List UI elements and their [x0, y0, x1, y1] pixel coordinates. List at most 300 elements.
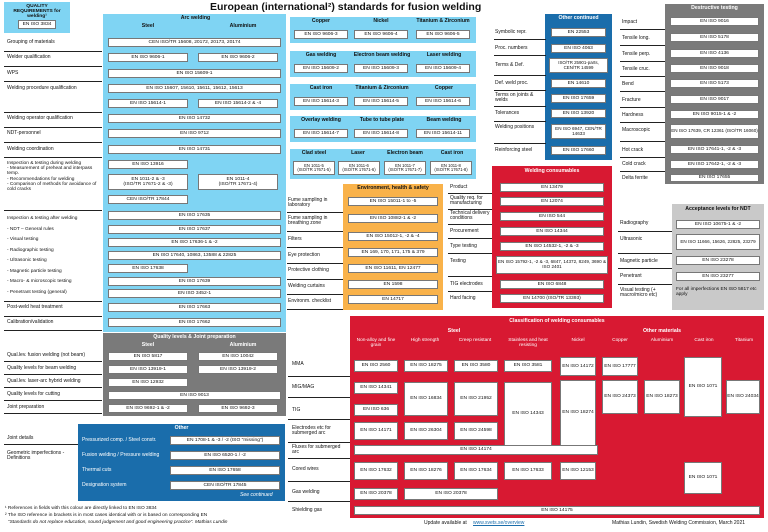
cons-label-7: Hard facing — [450, 295, 476, 301]
cons-label-3: Procurement — [450, 228, 479, 234]
label-inspection-after: Inspection & testing after welding - NDT – General rules - Visual testing - Radiographic testing - Ultrasonic testing - Magnetic particle testing - Macro- & microscopic testing - Penetrant testing (general) — [7, 216, 78, 295]
class-col-8: Titanium — [734, 338, 754, 343]
divider — [288, 501, 350, 502]
ql-v4: EN ISO 12932 — [108, 378, 188, 387]
ql-v6: EN ISO 9692-1 & -2 — [108, 404, 188, 413]
class-gas-hs-cr: EN ISO 20378 — [404, 488, 498, 500]
destr-v6: EN ISO 9015-1 & -2 — [670, 110, 759, 119]
divider — [4, 51, 102, 52]
divider — [288, 442, 350, 443]
label-grouping: Grouping of materials — [7, 39, 55, 45]
class-cored-nonalloy: EN ISO 17632 — [354, 462, 398, 480]
destr-v3: EN ISO 9018 — [670, 64, 759, 73]
divider — [288, 376, 350, 377]
destructive-header: Destructive testing — [691, 5, 738, 11]
environment-panel — [343, 184, 443, 310]
mid-group-welder — [290, 17, 476, 43]
mid5-h3: Cast iron — [440, 150, 464, 156]
destructive-panel — [665, 4, 764, 184]
mid2-h0: Gas welding — [305, 52, 337, 58]
quality-req-value: EN ISO 3834 — [18, 20, 56, 29]
cons-label-6: TIG electrodes — [450, 281, 483, 287]
divider — [448, 193, 492, 194]
divider — [620, 157, 665, 158]
ql-label-1: Quality levels for beam welding — [7, 365, 77, 371]
mid4-h0: Overlay welding — [301, 117, 341, 123]
env-label-3: Eye protection — [288, 252, 320, 258]
divider — [4, 330, 102, 331]
divider — [620, 61, 665, 62]
classification-panel — [350, 316, 764, 518]
ql-alu-header: Aluminium — [229, 342, 257, 348]
divider — [620, 91, 665, 92]
accept-v1: EN ISO 11666, 15626, 22825, 23279 — [676, 234, 760, 250]
divider — [4, 210, 102, 211]
divider — [288, 481, 350, 482]
class-stainless-migtig: EN ISO 14343 — [504, 382, 552, 446]
class-cored-cr: EN ISO 17634 — [454, 462, 498, 480]
cons-v0: EN 13479 — [500, 183, 604, 192]
wpq-steel-value: EN ISO 15614-1 — [108, 99, 188, 108]
other-label-3: Def. weld proc. — [495, 80, 529, 86]
cons-label-2: Technical delivery conditions — [450, 210, 490, 222]
quality-levels-panel — [103, 333, 286, 416]
penetrant-value: EN ISO 3452-1 — [108, 289, 281, 298]
other-v4: EN ISO 17659 — [551, 94, 606, 103]
divider — [448, 253, 492, 254]
env-label-0: Fume sampling in laboratory — [288, 197, 328, 209]
other-label-7: Reinforcing steel — [495, 147, 533, 153]
class-row-tig: TIG — [292, 407, 301, 413]
mid3-h1: Titanium & Zirconium — [355, 85, 409, 91]
class-mig-nonalloy: EN ISO 14341 — [354, 382, 398, 394]
destr-label-4: Bend — [622, 81, 634, 87]
class-row-gas: Gas welding — [292, 489, 320, 495]
arc-welding-panel — [103, 14, 286, 332]
arc-alu-header: Aluminium — [229, 23, 257, 29]
class-hs-migtig: EN ISO 16834 — [404, 382, 448, 416]
other-continued-header: Other continued — [558, 15, 599, 21]
class-mma-nonalloy: EN ISO 2560 — [354, 360, 398, 372]
class-nickel-migtig: EN ISO 18274 — [560, 380, 596, 446]
divider — [448, 291, 492, 292]
divider — [287, 247, 343, 248]
welder-alu-value: EN ISO 9606-2 — [198, 53, 278, 62]
class-cored-castiron: EN ISO 1071 — [684, 462, 722, 494]
other-v6: EN ISO 6947, CEN/TR 14633 — [551, 124, 606, 139]
other-panel — [78, 424, 285, 501]
label-ndt-personnel: NDT-personnel — [7, 130, 41, 136]
ultra-value: EN ISO 17640, 10863, 13588 & 22825 — [108, 251, 281, 260]
label-coordination: Welding coordination — [7, 146, 54, 152]
class-col-3: Stainless and heat resisting — [508, 338, 548, 349]
footnote-quote: “Standards do not replace education, sound judgement and good engineering practice”. Mathias Lundin — [8, 520, 228, 525]
cons-v5: EN ISO 15792-1, -2 & -3, 6847, 14372, 8249, 3690 & ISO 2401 — [496, 256, 608, 274]
destr-v9: EN ISO 17642-1, -2 & -3 — [670, 160, 759, 169]
mid5-h0: Clad steel — [301, 150, 327, 156]
ql-label-0: Qual.lev. fusion welding (not beam) — [7, 352, 86, 358]
see-continued-link[interactable]: See continued — [240, 492, 273, 498]
ql-label-4: Joint preparation — [7, 404, 45, 410]
destr-label-10: Delta ferrite — [622, 175, 648, 181]
divider — [618, 268, 672, 269]
class-castiron-1: EN ISO 1071 — [684, 357, 722, 417]
joint-details-label: Joint details — [7, 435, 34, 441]
other-label-designation: Designation system — [82, 482, 127, 488]
label-operator: Welding operator qualification — [7, 115, 73, 121]
divider — [4, 361, 102, 362]
ql-v7: EN ISO 9692-3 — [198, 404, 278, 413]
other-v5: EN ISO 13920 — [551, 109, 606, 118]
divider — [4, 127, 102, 128]
ql-v0: EN ISO 5817 — [108, 352, 188, 361]
wpq-alu-value: EN ISO 15614-2 & -4 — [198, 99, 278, 108]
mid3-h0: Cast iron — [309, 85, 333, 91]
acceptance-header: Acceptance levels for NDT — [685, 206, 751, 212]
class-header: Classification of welding consumables — [509, 318, 605, 324]
class-aluminium: EN ISO 18273 — [644, 380, 680, 414]
grouping-value: CEN ISO/TR 15608, 20172, 20173, 20174 — [108, 38, 281, 47]
divider — [448, 276, 492, 277]
divider — [494, 106, 546, 107]
mid4-v0: EN ISO 15614-7 — [294, 129, 348, 138]
divider — [618, 284, 672, 285]
divider — [618, 253, 672, 254]
divider — [620, 76, 665, 77]
macro-value: EN ISO 17639 — [108, 277, 281, 286]
other-v3: CEN ISO/TR 17845 — [170, 481, 280, 490]
other-v2: ISO/TR 25901-parts, CEN/TR 14599 — [549, 58, 608, 73]
class-mma-creep: EN ISO 3580 — [454, 360, 498, 372]
welder-steel-value: EN ISO 9606-1 — [108, 53, 188, 62]
ql-steel-header: Steel — [141, 342, 155, 348]
during-value: EN ISO 13916 — [108, 160, 188, 169]
consumables-panel — [492, 166, 612, 308]
mid2-v2: EN ISO 15609-4 — [416, 64, 470, 73]
divider — [620, 141, 665, 142]
env-label-4: Protective clothing — [288, 267, 329, 273]
other-label-6: Welding positions — [495, 124, 535, 130]
other-label-4: Terms on joints & welds — [495, 92, 534, 104]
mid3-v0: EN ISO 15614-3 — [294, 97, 348, 106]
arc-header: Arc welding — [180, 15, 211, 21]
destr-v8: EN ISO 17641-1, -2 & -3 — [670, 145, 759, 154]
divider — [4, 316, 102, 317]
env-label-1: Fume sampling in breathing zone — [288, 215, 328, 227]
class-row-shielding: Shielding gas — [292, 507, 323, 513]
class-row-cored: Cored wires — [292, 466, 319, 472]
class-copper-migtig: EN ISO 24373 — [602, 380, 638, 414]
divider — [620, 171, 665, 172]
class-col-4: Nickel — [571, 338, 585, 343]
destr-label-2: Tensile perp. — [622, 51, 651, 57]
divider — [4, 81, 102, 82]
visual-value: EN ISO 17637 — [108, 225, 281, 234]
label-inspection-during: Inspection & testing during welding - Measurement of preheat and interpass temp. - Recommendations for welding - Comparison of methods for avoidance of cold cracks — [7, 161, 97, 192]
divider — [287, 279, 343, 280]
ql-v1: EN ISO 10042 — [198, 352, 278, 361]
mid1-h2: Titanium & Zirconium — [416, 18, 470, 24]
rec-alu-value: EN 1011-4 (ISO/TR 17671-4) — [198, 174, 278, 190]
divider — [448, 224, 492, 225]
other-header: Other — [174, 425, 189, 431]
coord-value: EN ISO 14731 — [108, 145, 281, 154]
mid5-v1: EN 1011-6 (ISO/TR 17671-6) — [338, 161, 380, 175]
divider — [494, 90, 546, 91]
other-label-pressurized: Pressurized comp. / Steel constr. — [82, 437, 157, 443]
magnetic-value: EN ISO 17638 — [108, 264, 188, 273]
class-flux: EN ISO 14174 — [354, 445, 598, 455]
mid1-h0: Copper — [311, 18, 331, 24]
divider — [4, 413, 102, 414]
mid2-v0: EN ISO 15609-2 — [294, 64, 348, 73]
accept-label-0: Radiography — [620, 220, 649, 226]
divider — [494, 143, 546, 144]
destr-label-5: Fracture — [622, 97, 641, 103]
mid5-h2: Electron beam — [387, 150, 423, 156]
pwht-value: EN ISO 17663 — [108, 303, 281, 312]
wpq-value: EN ISO 15607, 15610, 15611, 15612, 15613 — [108, 84, 281, 93]
divider — [287, 231, 343, 232]
divider — [620, 29, 665, 30]
class-sa-cr: EN ISO 24598 — [454, 422, 498, 440]
mid3-h2: Copper — [434, 85, 454, 91]
mid-group-wpq — [290, 84, 476, 110]
mid-group-wps — [290, 51, 476, 77]
credit-text: Mathias Lundin, Swedish Welding Commission, March 2021 — [612, 520, 746, 526]
class-col-1: High strength — [410, 338, 440, 343]
rec-steel-value: EN 1011-2 & -3 (ISO/TR 17671-2 & -3) — [108, 174, 188, 190]
page-title: European (international²) standards for fusion welding — [210, 1, 482, 13]
class-cored-stainless: EN ISO 17633 — [504, 462, 552, 480]
env-v5: EN 1598 — [348, 280, 438, 289]
divider — [4, 444, 78, 445]
calib-value: EN ISO 17662 — [108, 318, 281, 327]
class-row-sa: Electrodes etc for submerged arc — [292, 425, 331, 437]
class-col-2: Creep resistant — [458, 338, 492, 343]
env-v3: EN 169, 170, 171, 175 & 379 — [348, 248, 438, 257]
env-v6: EN 14717 — [348, 295, 438, 304]
env-v0: EN ISO 15011-1 to -5 — [348, 197, 438, 206]
env-v2: EN ISO 15012-1, -2 & -4 — [348, 232, 438, 241]
class-cr-migtig: EN ISO 21952 — [454, 382, 498, 416]
destr-label-3: Tensile cruc. — [622, 66, 650, 72]
accept-label-1: Ultrasonic — [620, 236, 643, 242]
destr-label-7: Macroscopic — [622, 127, 651, 133]
mid2-h2: Laser welding — [426, 52, 462, 58]
divider — [4, 112, 102, 113]
ql-v5: EN ISO 9013 — [108, 391, 281, 400]
cons-label-4: Type testing — [450, 243, 477, 249]
env-label-6: Environm. checklist — [288, 298, 332, 304]
divider — [620, 122, 665, 123]
mid1-v0: EN ISO 9606-3 — [294, 30, 348, 39]
other-label-thermal: Thermal cuts — [82, 467, 112, 473]
divider — [494, 55, 546, 56]
env-v4: EN ISO 11611, EN 12477 — [348, 264, 438, 273]
ndt-value: EN ISO 9712 — [108, 129, 281, 138]
ql-label-3: Quality levels for cutting — [7, 391, 61, 397]
divider — [4, 400, 102, 401]
class-mma-stainless: EN ISO 3581 — [504, 360, 552, 372]
divider — [4, 301, 102, 302]
cons-label-5: Testing — [450, 258, 466, 264]
cons-label-1: Quality req. for manufacturing — [450, 195, 483, 207]
divider — [448, 238, 492, 239]
radio-value: EN ISO 17636-1 & -2 — [108, 238, 281, 247]
env-label-5: Welding curtains — [288, 283, 325, 289]
divider — [287, 309, 343, 310]
other-v0: EN 22553 — [551, 28, 606, 37]
class-tig-nonalloy: EN ISO 636 — [354, 404, 398, 416]
footnote-2: ² The ISO reference in brackets is in most cases identical with or is based on corresponding EN — [5, 513, 208, 518]
other-v0: EN 1708-1 & -3 / -2 (ISO "missing") — [170, 436, 280, 445]
divider — [494, 39, 546, 40]
overview-link[interactable]: www.svets.se/overview — [473, 520, 525, 526]
divider — [494, 75, 546, 76]
destr-label-8: Hot crack — [622, 147, 644, 153]
cons-label-0: Product — [450, 184, 468, 190]
env-header: Environment, health & safety — [357, 185, 429, 191]
destr-v4: EN ISO 5173 — [670, 79, 759, 88]
wps-value: EN ISO 15609-1 — [108, 69, 281, 78]
class-cored-hs: EN ISO 18276 — [404, 462, 448, 480]
accept-label-4: Visual testing (+ macro/micro etc) — [620, 287, 658, 299]
other-v3: EN 14610 — [551, 79, 606, 88]
other-v7: EN ISO 17660 — [551, 146, 606, 155]
cons-v7: EN 14700 (ISO/TR 13393) — [500, 294, 604, 303]
mid5-v2: EN 1011-7 (ISO/TR 17671-7) — [384, 161, 426, 175]
quality-req-panel — [4, 2, 70, 33]
cons-v2: EN ISO 544 — [500, 212, 604, 221]
mid5-v3: EN 1011-8 (ISO/TR 17671-8) — [430, 161, 472, 175]
other-label-fusion: Fusion welding / Pressure welding — [82, 452, 160, 458]
geometric-label: Geometric imperfections - Definitions — [7, 450, 65, 462]
divider — [620, 45, 665, 46]
cons-v3: EN ISO 14344 — [500, 227, 604, 236]
accept-label-2: Magnetic particle — [620, 258, 658, 264]
class-cored-nickel: EN ISO 12153 — [560, 462, 596, 480]
cons-v1: EN 12074 — [500, 197, 604, 206]
other-label-2: Terms & Def. — [495, 62, 524, 68]
divider — [287, 212, 343, 213]
consumables-header: Welding consumables — [524, 168, 580, 174]
ql-header: Quality levels & Joint preparation — [153, 334, 236, 340]
label-pwht: Post-weld heat treatment — [7, 304, 63, 310]
class-gas-nonalloy: EN ISO 20378 — [354, 488, 398, 500]
accept-v2: EN ISO 23278 — [676, 256, 760, 265]
mid5-h1: Laser — [351, 150, 365, 156]
footnote-1: ¹ References in fields with this colour are directly linked to EN ISO 3834 — [5, 506, 157, 511]
acceptance-panel — [672, 204, 764, 310]
divider — [4, 142, 102, 143]
class-row-mma: MMA — [292, 361, 304, 367]
divider — [4, 157, 102, 158]
destr-label-6: Hardness — [622, 112, 644, 118]
divider — [288, 397, 350, 398]
label-welder: Welder qualification — [7, 54, 51, 60]
divider — [618, 231, 672, 232]
ql-label-2: Qual.lev. laser-arc hybrid welding — [7, 378, 81, 384]
class-titanium: EN ISO 24034 — [726, 380, 760, 414]
other-continued-panel — [545, 14, 612, 160]
destr-v5: EN ISO 9017 — [670, 95, 759, 104]
divider — [620, 107, 665, 108]
class-other-header: Other materials — [642, 328, 682, 334]
env-v1: EN ISO 10882-1 & -2 — [348, 214, 438, 223]
other-label-1: Proc. numbers — [495, 45, 528, 51]
destr-v7: EN ISO 17639, CR 12361 (ISO/TR 16060) — [670, 124, 759, 139]
mid4-v1: EN ISO 15614-8 — [354, 129, 408, 138]
mid-group-recommendations — [290, 149, 476, 179]
divider — [288, 419, 350, 420]
operator-value: EN ISO 14732 — [108, 114, 281, 123]
divider — [287, 263, 343, 264]
destr-v2: EN ISO 4136 — [670, 49, 759, 58]
destr-v10: EN ISO 17655 — [670, 174, 759, 182]
class-sa-hs: EN ISO 26304 — [404, 422, 448, 440]
other-label-0: Symbolic repr. — [495, 29, 527, 35]
accept-v3: EN ISO 23277 — [676, 272, 760, 281]
divider — [288, 458, 350, 459]
other-v1: EN ISO 4063 — [551, 44, 606, 53]
divider — [4, 387, 102, 388]
ql-v3: EN ISO 13919-2 — [198, 365, 278, 374]
class-col-6: Aluminium — [650, 338, 674, 343]
mid1-v1: EN ISO 9606-4 — [354, 30, 408, 39]
mid4-v2: EN ISO 15614-11 — [416, 129, 470, 138]
destr-label-9: Cold crack — [622, 161, 646, 167]
mid1-v2: EN ISO 9606-5 — [416, 30, 470, 39]
accept-label-3: Penetrant — [620, 273, 642, 279]
env-label-2: Filters — [288, 236, 302, 242]
comp-value: CEN ISO/TR 17844 — [108, 195, 188, 204]
class-shielding: EN ISO 14175 — [354, 506, 760, 515]
destr-v0: EN ISO 9016 — [670, 17, 759, 26]
mid4-h2: Beam welding — [426, 117, 462, 123]
cons-v4: EN ISO 14532-1, -2 & -3 — [500, 242, 604, 251]
other-v1: EN ISO 6520-1 / -2 — [170, 451, 280, 460]
class-col-7: Cast iron — [694, 338, 714, 343]
update-text: Update available at — [424, 520, 467, 526]
class-sa-nonalloy: EN ISO 14171 — [354, 422, 398, 440]
destr-v1: EN ISO 5178 — [670, 33, 759, 42]
mid2-v1: EN ISO 15609-3 — [354, 64, 408, 73]
accept-v4: For all imperfections EN ISO 5817 etc apply — [676, 287, 757, 298]
mid4-h1: Tube to tube plate — [359, 117, 405, 123]
label-wps: WPS — [7, 70, 19, 76]
arc-steel-header: Steel — [141, 23, 155, 29]
ql-v2: EN ISO 13919-1 — [108, 365, 188, 374]
cons-v6: EN ISO 6848 — [500, 280, 604, 289]
class-steel-header: Steel — [447, 328, 461, 334]
mid3-v1: EN ISO 15614-5 — [354, 97, 408, 106]
other-v2: EN ISO 17658 — [170, 466, 280, 475]
divider — [494, 121, 546, 122]
class-col-5: Copper — [612, 338, 628, 343]
class-mma-copper: EN ISO 17777 — [602, 357, 638, 376]
class-row-migmag: MIG/MAG — [292, 384, 315, 390]
mid1-h1: Nickel — [373, 18, 389, 24]
label-wpq: Welding procedure qualification — [7, 85, 77, 91]
destr-label-1: Tensile long. — [622, 35, 650, 41]
other-label-5: Tolerances — [495, 110, 520, 116]
class-col-0: Non-alloy and fine grain — [356, 338, 396, 349]
class-row-flux: Fluxes for submerged arc — [292, 444, 341, 456]
mid3-v2: EN ISO 15614-6 — [416, 97, 470, 106]
mid-group-wpq2 — [290, 116, 476, 142]
class-mma-highstrength: EN ISO 18275 — [404, 360, 448, 372]
